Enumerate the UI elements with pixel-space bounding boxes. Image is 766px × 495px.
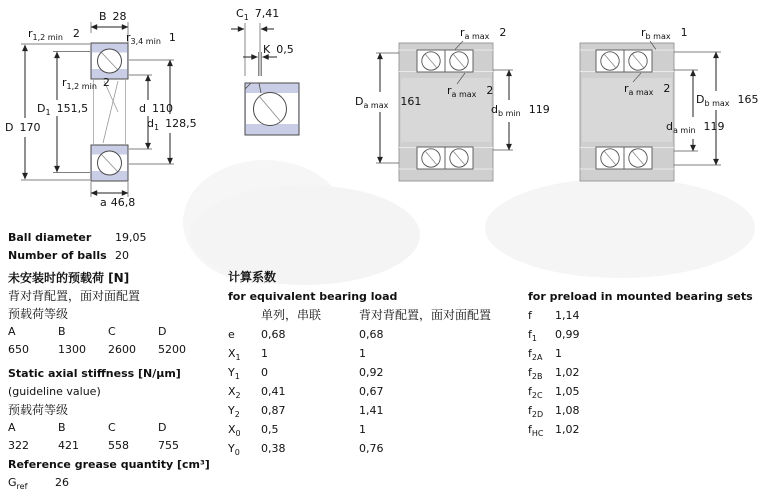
calc-row-Y0: $Y_0$ 0,38 0,76 <box>228 442 384 458</box>
factor-row-fHC: $f_{HC}$ 1,02 <box>528 423 580 439</box>
calc-row-Y1: $Y_1$ 0 0,92 <box>228 366 384 382</box>
bearing-pair-bottom <box>596 147 652 169</box>
dim-Da-max: $D_{a max}$ 161 <box>355 95 422 111</box>
dim-d: d 110 <box>139 102 173 115</box>
grease-value: 26 <box>55 476 69 489</box>
dim-ra-max-top: $r_{a max}$ 2 <box>460 26 507 42</box>
dim-ra-max-mid: $r_{a max}$ 2 <box>447 84 494 100</box>
factor-row-f2A: $f_{2A}$ 1 <box>528 347 562 363</box>
calculation-factors-table <box>228 270 528 460</box>
ball-diameter-value: 19,05 <box>115 231 147 244</box>
number-of-balls-value: 20 <box>115 249 129 262</box>
stiffness-title: Static axial stiffness [N/μm] <box>8 367 181 380</box>
calc-col1-header: 单列，串联 <box>261 308 322 322</box>
preload-class-note: 预载荷等级 <box>8 307 69 321</box>
dim-D: D 170 <box>5 121 41 134</box>
dim-ra-max: $r_{a max}$ 2 <box>624 82 671 98</box>
bearing-pair-top <box>417 50 473 72</box>
calc-col2-header: 背对背配置，面对面配置 <box>359 308 492 322</box>
preload-unmounted-title: 未安装时的预载荷 [N] <box>8 271 130 285</box>
calc-column-headers <box>228 308 528 327</box>
bearing-unit-top <box>91 43 128 79</box>
bearing-unit-bottom <box>91 145 128 181</box>
dim-d1: $d_1$ 128,5 <box>147 117 197 133</box>
calc-row-e: e 0,68 0,68 <box>228 328 384 341</box>
dim-B: B 28 <box>99 10 127 23</box>
bearing-pair-top <box>596 50 652 72</box>
grease-symbol: $G_{ref}$ <box>8 476 28 492</box>
grease-title: Reference grease quantity [cm³] <box>8 458 210 471</box>
dim-C1: $C_1$ 7,41 <box>236 7 280 23</box>
bearing-detail-drawing <box>231 23 299 135</box>
number-of-balls-label: Number of balls <box>8 249 107 262</box>
dim-r12-min-top: $r_{1,2 min}$ 2 <box>28 27 80 43</box>
bearing-pair-bottom <box>417 147 473 169</box>
calc-subtitle: for equivalent bearing load <box>228 290 398 303</box>
dim-a: a 46,8 <box>100 196 136 209</box>
factor-row-f2B: $f_{2B}$ 1,02 <box>528 366 580 382</box>
dim-Db-max: $D_{b max}$ 165 <box>696 93 759 109</box>
preload-values-row: 650 1300 2600 5200 <box>8 343 186 356</box>
calc-row-Y2: $Y_2$ 0,87 1,41 <box>228 404 384 420</box>
dim-db-min: $d_{b min}$ 119 <box>491 103 550 119</box>
grease-row <box>8 476 226 494</box>
number-of-balls-row <box>8 249 226 267</box>
stiffness-note: (guideline value) <box>8 385 101 398</box>
factor-row-f2C: $f_{2C}$ 1,05 <box>528 385 580 401</box>
specs-column <box>8 231 226 494</box>
factor-row-f1: $f_1$ 0,99 <box>528 328 580 344</box>
dim-D1: $D_1$ 151,5 <box>37 102 89 118</box>
dim-K: K 0,5 <box>263 43 294 56</box>
mounted-pair-drawing-b <box>580 41 721 181</box>
calc-row-X0: $X_0$ 0,5 1 <box>228 423 366 439</box>
ball-diameter-row <box>8 231 226 249</box>
stiffness-values-row: 322 421 558 755 <box>8 439 179 452</box>
dim-rb-max: $r_{b max}$ 1 <box>641 26 688 42</box>
preload-factors-title: for preload in mounted bearing sets <box>528 290 753 303</box>
dim-r34-min: $r_{3,4 min}$ 1 <box>126 31 176 47</box>
preload-factors-table <box>528 289 763 441</box>
factor-row-f2D: $f_{2D}$ 1,08 <box>528 404 580 420</box>
stiffness-class-header: A B C D <box>8 421 167 434</box>
preload-class-header: A B C D <box>8 325 167 338</box>
dim-da-min: $d_{a min}$ 119 <box>666 120 725 136</box>
calc-row-X2: $X_2$ 0,41 0,67 <box>228 385 384 401</box>
factor-row-f: f 1,14 <box>528 309 580 322</box>
calc-title: 计算系数 <box>228 270 277 284</box>
ball-diameter-label: Ball diameter <box>8 231 92 244</box>
dim-r12-min-mid: $r_{1,2 min}$ 2 <box>62 76 110 92</box>
stiffness-class-note: 预载荷等级 <box>8 403 69 417</box>
calc-row-X1: $X_1$ 1 1 <box>228 347 366 363</box>
preload-arrangement-note: 背对背配置，面对面配置 <box>8 289 141 303</box>
